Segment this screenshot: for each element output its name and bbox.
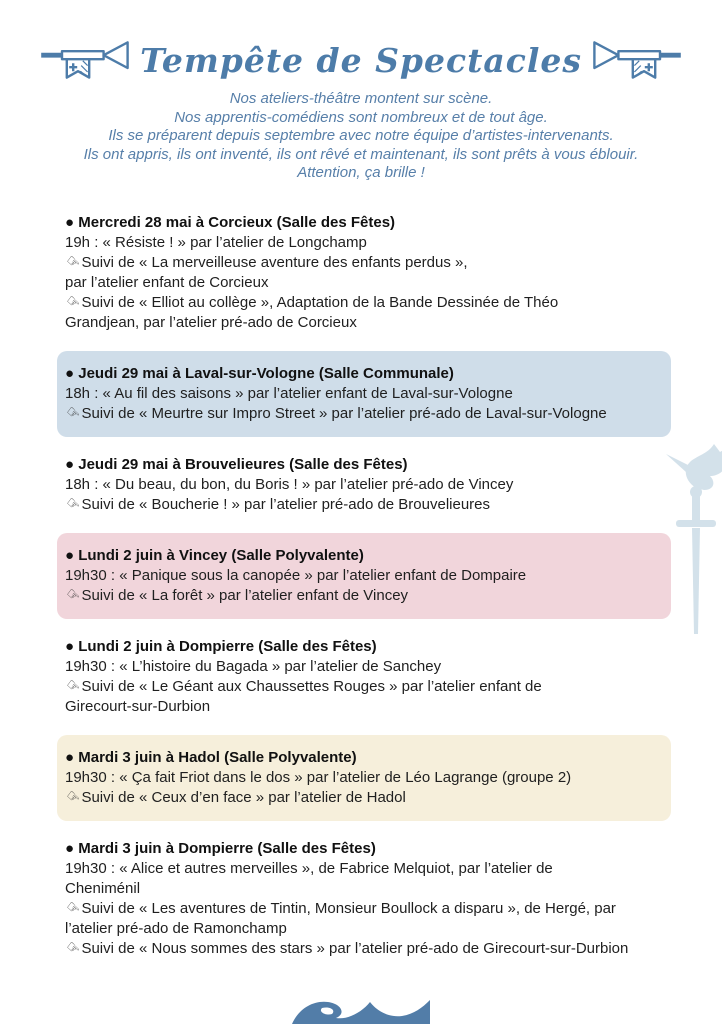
event-title: ● Mardi 3 juin à Hadol (Salle Polyvalente) <box>65 748 357 766</box>
event-line <box>62 251 689 273</box>
event-line <box>65 233 689 253</box>
pointing-hand-icon: ☞ <box>62 291 84 313</box>
event-line <box>65 313 689 333</box>
event-line <box>65 475 689 495</box>
event-line <box>62 584 663 606</box>
event-line <box>65 384 663 404</box>
event-line-text: 19h30 : « Alice et autres merveilles », de Fabrice Melquiot, par l’atelier de <box>65 859 553 877</box>
pointing-hand-icon: ☞ <box>62 675 84 697</box>
event-line-text: Suivi de « Le Géant aux Chaussettes Rouges » par l’atelier enfant de <box>81 677 542 695</box>
event-line-text: Girecourt-sur-Durbion <box>65 697 211 715</box>
flyer-header <box>0 0 722 183</box>
event-line-text: Suivi de « Elliot au collège », Adaptation de la Bande Dessinée de Théo <box>81 293 559 311</box>
event-block <box>57 735 671 821</box>
event-block <box>57 533 671 619</box>
trumpet-icon-right <box>588 36 684 84</box>
event-title: ● Lundi 2 juin à Vincey (Salle Polyvalente) <box>65 546 364 564</box>
event-title: ● Jeudi 29 mai à Laval-sur-Vologne (Salle Communale) <box>65 364 454 382</box>
event-line-text: Suivi de « Ceux d’en face » par l’atelier de Hadol <box>81 788 406 806</box>
intro-line: Nos ateliers-théâtre montent sur scène. <box>229 90 493 107</box>
event-line <box>65 566 663 586</box>
intro-line: Attention, ça brille ! <box>297 164 425 181</box>
event-line-text: Cheniménil <box>65 879 141 897</box>
pointing-hand-icon: ☞ <box>62 251 84 273</box>
title-row <box>0 0 722 84</box>
event-line-text: Suivi de « Boucherie ! » par l’atelier pré-ado de Brouvelieures <box>81 495 491 513</box>
intro-line: Ils ont appris, ils ont inventé, ils ont rêvé et maintenant, ils sont prêts à vous éblouir. <box>83 145 639 163</box>
event-line-text: Suivi de « La forêt » par l’atelier enfant de Vincey <box>81 586 409 604</box>
event-line <box>65 697 689 717</box>
event-line <box>62 897 689 919</box>
event-line-text: 19h30 : « L’histoire du Bagada » par l’atelier de Sanchey <box>65 657 442 675</box>
event-line-text: 18h : « Au fil des saisons » par l’atelier enfant de Laval-sur-Vologne <box>65 384 513 402</box>
event-line <box>62 291 689 313</box>
event-line <box>62 937 689 959</box>
event-line-text: Grandjean, par l’atelier pré-ado de Corcieux <box>65 313 357 331</box>
event-block <box>57 637 697 717</box>
bird-on-sword-watermark-icon <box>656 432 722 638</box>
event-line-text: Suivi de « Nous sommes des stars » par l’atelier pré-ado de Girecourt-sur-Durbion <box>81 939 629 957</box>
pointing-hand-icon: ☞ <box>62 937 84 959</box>
event-line-text: 18h : « Du beau, du bon, du Boris ! » par l’atelier pré-ado de Vincey <box>65 475 514 493</box>
event-line-text: l’atelier pré-ado de Ramonchamp <box>65 919 287 937</box>
event-title: ● Lundi 2 juin à Dompierre (Salle des Fêtes) <box>65 637 377 655</box>
event-line <box>65 879 689 899</box>
pointing-hand-icon: ☞ <box>62 897 84 919</box>
pointing-hand-icon: ☞ <box>62 493 84 515</box>
event-line <box>62 402 663 424</box>
event-title: ● Mardi 3 juin à Dompierre (Salle des Fêtes) <box>65 839 376 857</box>
event-line-text: Suivi de « Les aventures de Tintin, Monsieur Boullock a disparu », de Hergé, par <box>81 899 616 917</box>
event-line <box>62 493 689 515</box>
event-block <box>57 213 697 333</box>
event-line-text: 19h : « Résiste ! » par l’atelier de Longchamp <box>65 233 367 251</box>
event-line <box>62 786 663 808</box>
event-line <box>62 675 689 697</box>
trumpet-icon-left <box>38 36 134 84</box>
event-line-text: Suivi de « Meurtre sur Impro Street » par l’atelier pré-ado de Laval-sur-Vologne <box>81 404 607 422</box>
event-line <box>65 919 689 939</box>
event-title: ● Mercredi 28 mai à Corcieux (Salle des Fêtes) <box>65 213 396 231</box>
intro-line: Nos apprentis-comédiens sont nombreux et de tout âge. <box>174 108 548 126</box>
events-list <box>57 213 697 959</box>
event-line <box>65 859 689 879</box>
intro-line: Ils se préparent depuis septembre avec notre équipe d’artistes-intervenants. <box>108 127 614 144</box>
event-block <box>57 455 697 515</box>
event-line-text: 19h30 : « Panique sous la canopée » par l’atelier enfant de Dompaire <box>65 566 527 584</box>
event-line <box>65 273 689 293</box>
event-title: ● Jeudi 29 mai à Brouvelieures (Salle des Fêtes) <box>65 455 408 473</box>
event-block <box>57 351 671 437</box>
page-title: Tempête de Spectacles <box>140 40 582 80</box>
pointing-hand-icon: ☞ <box>62 584 84 606</box>
wave-icon <box>292 998 430 1024</box>
intro-text <box>0 90 722 183</box>
event-line <box>65 768 663 788</box>
event-line-text: Suivi de « La merveilleuse aventure des enfants perdus », <box>81 253 468 271</box>
event-line-text: par l’atelier enfant de Corcieux <box>65 273 269 291</box>
event-block <box>57 839 697 959</box>
pointing-hand-icon: ☞ <box>62 402 84 424</box>
event-line <box>65 657 689 677</box>
event-line-text: 19h30 : « Ça fait Friot dans le dos » par l’atelier de Léo Lagrange (groupe 2) <box>65 768 572 786</box>
pointing-hand-icon: ☞ <box>62 786 84 808</box>
